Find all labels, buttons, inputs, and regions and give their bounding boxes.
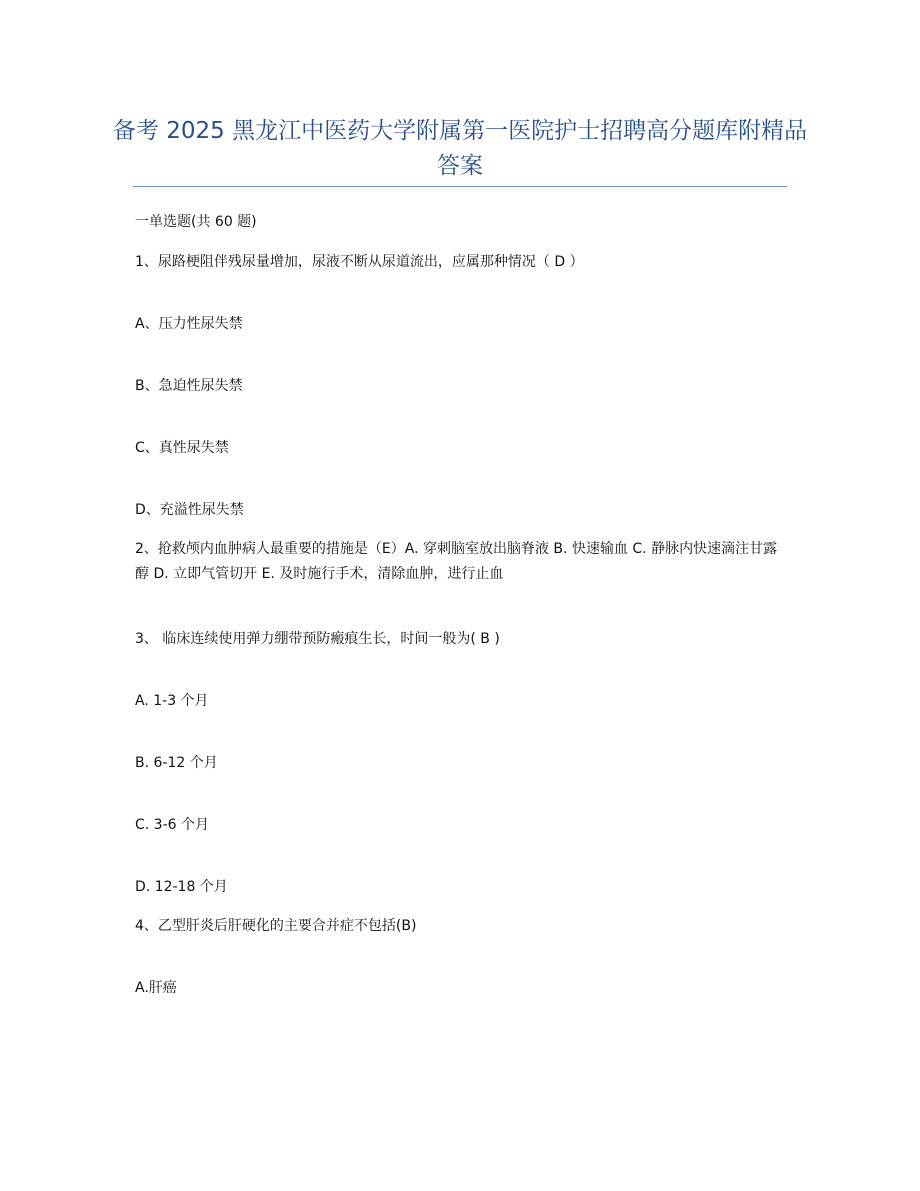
question-3-option-c: C. 3-6 个月 [135, 817, 209, 833]
section-heading: 一单选题(共 60 题) [135, 214, 257, 230]
question-1-option-c: C、真性尿失禁 [135, 440, 229, 456]
question-3: 3、 临床连续使用弹力绷带预防瘢痕生长，时间一般为( B ) [135, 631, 500, 647]
question-4: 4、乙型肝炎后肝硬化的主要合并症不包括(B) [135, 918, 417, 934]
question-1: 1、尿路梗阻伴残尿量增加，尿液不断从尿道流出，应属那种情况（ D ） [135, 254, 584, 270]
document-title: 备考 2025 黑龙江中医药大学附属第一医院护士招聘高分题库附精品答案 [112, 118, 808, 179]
question-2: 2、抢救颅内血肿病人最重要的措施是（E）A. 穿刺脑室放出脑脊液 B. 快速输血 C. 静脉内快速滴注甘露醇 D. 立即气管切开 E. 及时施行手术，清除血肿，进行止血 [135, 541, 778, 582]
question-3-option-a: A. 1-3 个月 [135, 693, 209, 709]
question-1-option-a: A、压力性尿失禁 [135, 316, 243, 332]
question-1-option-d: D、充溢性尿失禁 [135, 502, 244, 518]
question-4-option-a: A.肝癌 [135, 980, 177, 996]
question-3-option-d: D. 12-18 个月 [135, 879, 228, 895]
question-3-option-b: B. 6-12 个月 [135, 755, 218, 771]
title-divider [133, 186, 787, 187]
question-1-option-b: B、急迫性尿失禁 [135, 378, 243, 394]
